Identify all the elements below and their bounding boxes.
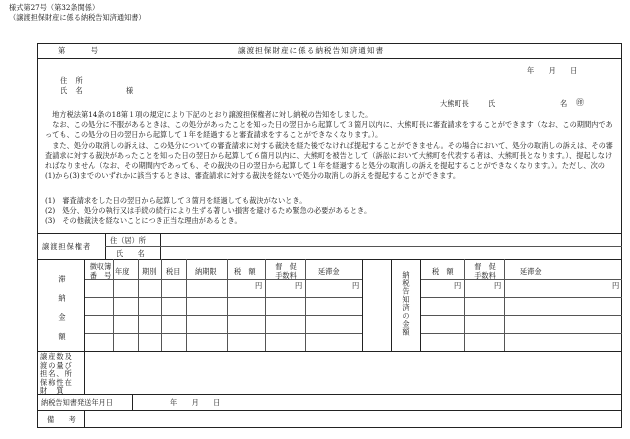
form-subtitle: （譲渡担保財産に係る納税告知済通知書） [9, 13, 146, 22]
exception-item-2: (2) 処分、処分の執行又は手続の続行により生ずる著しい損害を避けるため緊急の必要があるとき。 [45, 206, 372, 215]
notice-title: 譲渡担保財産に係る納税告知済通知書 [238, 46, 385, 55]
col-tax-amount: 税 額 [234, 267, 256, 276]
col-due-date: 納期限 [195, 267, 217, 276]
exception-item-3: (3) その他裁決を経ないことにつき正当な理由があるとき。 [45, 216, 242, 225]
name-label: 氏 名 [60, 86, 86, 95]
holder-name-label: 氏 名 [116, 249, 145, 258]
yen-unit: 円 [612, 281, 620, 290]
issuer-ji: 氏 [488, 99, 496, 108]
exception-item-1: (1) 審査請求をした日の翌日から起算して３箇月を経過しても裁決がないとき。 [45, 196, 307, 205]
address-label: 住 所 [60, 76, 86, 85]
yen-unit: 円 [295, 281, 303, 290]
issue-date: 年 月 日 [527, 66, 578, 75]
form-number: 様式第27号（第32条関係） [9, 3, 100, 12]
col-late-fee: 延滞金 [318, 267, 340, 276]
notice-number: 第 号 [58, 46, 99, 55]
yen-unit: 円 [494, 281, 502, 290]
arrears-amount-label: 滞納金額 [58, 275, 67, 352]
col-right-tax-amount: 税 額 [432, 267, 454, 276]
honorific: 様 [126, 86, 134, 95]
issuer-prefix: 大熊町長 [440, 99, 469, 108]
yen-unit: 円 [255, 281, 263, 290]
body-paragraph-2: なお、この処分に不服があるときは、この処分があったことを知った日の翌日から起算して３箇月以内に、大熊町長に審査請求をすることができます（なお、この期間内であっても、この処分の日の翌日から起算して１年を経過すると審査請求をすることができなくなります。）。 [45, 120, 613, 139]
body-paragraph-3: また、処分の取消しの訴えは、この処分についての審査請求に対する裁決を経た後でなければ提起することができません。その場合において、処分の取消しの訴えは、その審査請求に対する裁決があったことを知った日の翌日から起算して６箇月以内に、大熊町を被告として（訴訟において大熊町を代表する者は、大熊町長となります。）、提起しなければなりません（なお、その期間内であっても、その裁決の日の翌日から起算して１年を経過すると処分の取消しの訴えを提起することができなくなります。）。ただし、次の(1)から(3)までのいずれかに該当するときは、審査請求に対する裁決を経ないで処分の取消しの訴えを提起することができます。 [45, 141, 613, 180]
holder-address-label: 住（居）所 [110, 236, 146, 245]
col-ledger-no: 徴収簿 番 号 [89, 262, 112, 280]
body-paragraph-1: 地方税法第14条の18第１項の規定により下記のとおり譲渡担保権者に対し納税の告知をしました。 [45, 110, 373, 119]
col-tax-item: 税目 [166, 267, 181, 276]
holder-label: 譲渡担保権者 [42, 242, 92, 251]
notified-amount-label: 納税告知済の金額 [402, 271, 411, 337]
sent-date-label: 納税告知書発送年月日 [41, 398, 113, 407]
title-divider [37, 58, 622, 59]
yen-unit: 円 [352, 281, 360, 290]
seal-icon: ㊞ [576, 98, 584, 107]
col-right-dunning-fee: 督 促 手数料 [474, 262, 496, 280]
sent-date-value: 年 月 日 [170, 398, 221, 407]
property-label: 譲産数及 渡の量び 担名、所 保称性在 財 質 [40, 352, 73, 395]
remarks-label: 備 考 [47, 415, 76, 424]
col-period: 期別 [142, 267, 157, 276]
issuer-name: 名 [560, 99, 568, 108]
col-dunning-fee: 督 促 手数料 [275, 262, 297, 280]
col-right-late-fee: 延滞金 [520, 267, 542, 276]
yen-unit: 円 [454, 281, 462, 290]
col-fiscal-year: 年度 [115, 267, 130, 276]
